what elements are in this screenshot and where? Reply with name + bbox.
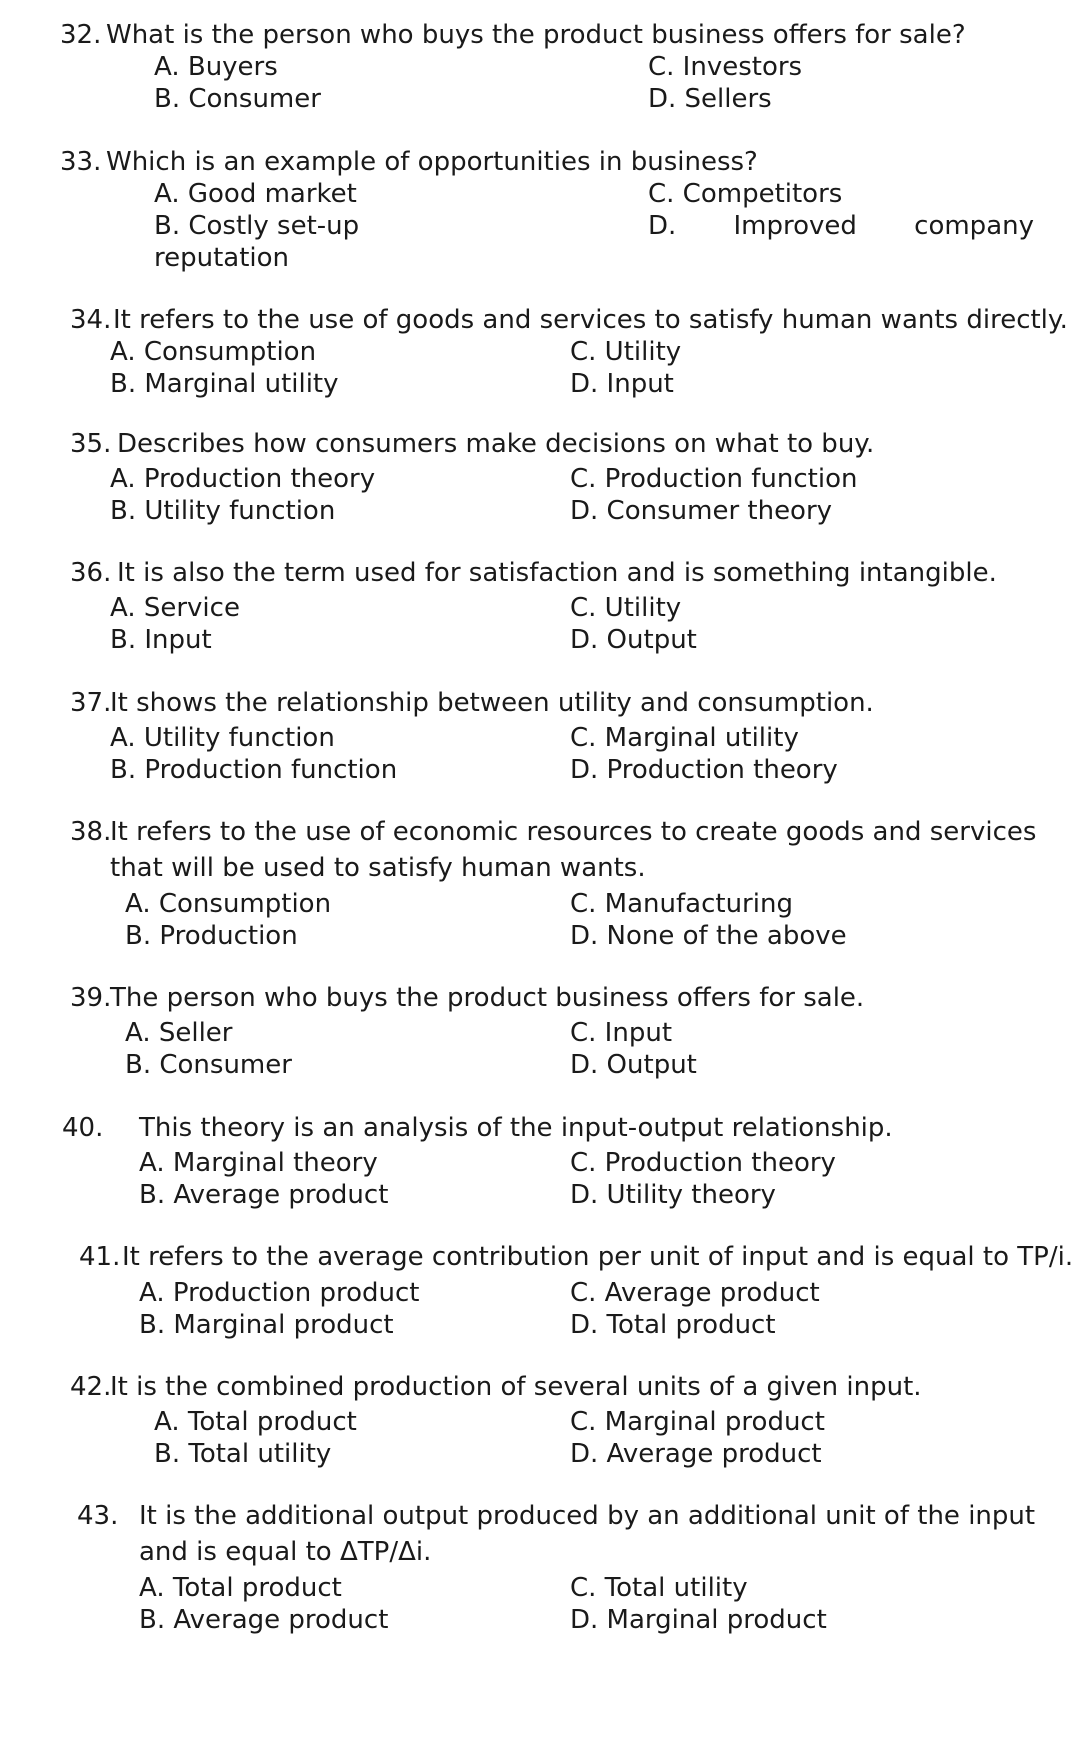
question-number: 36. — [70, 558, 112, 588]
question-stem: The person who buys the product business offers for sale. — [110, 983, 865, 1013]
option-d-continuation: reputation — [154, 243, 290, 273]
option-a: A. Marginal theory — [139, 1148, 378, 1178]
option-d: D. Total product — [570, 1310, 776, 1340]
option-c: C. Marginal utility — [570, 723, 799, 753]
question-stem: It refers to the average contribution per unit of input and is equal to TP/i. — [122, 1242, 1074, 1272]
option-b: B. Marginal utility — [110, 369, 339, 399]
question-stem: Describes how consumers make decisions on what to buy. — [117, 429, 875, 459]
option-b: B. Input — [110, 625, 212, 655]
question-stem: This theory is an analysis of the input-output relationship. — [139, 1113, 893, 1143]
option-a: A. Total product — [154, 1407, 357, 1437]
question-stem-line-2: that will be used to satisfy human wants. — [110, 853, 646, 883]
option-a: A. Buyers — [154, 52, 278, 82]
option-c: C. Marginal product — [570, 1407, 825, 1437]
option-b: B. Production — [125, 921, 298, 951]
option-c: C. Manufacturing — [570, 889, 793, 919]
question-stem: It shows the relationship between utility and consumption. — [110, 688, 874, 718]
option-a: A. Good market — [154, 179, 357, 209]
option-d-letter: D. — [648, 211, 677, 241]
option-a: A. Seller — [125, 1018, 233, 1048]
question-number: 41. — [79, 1242, 121, 1272]
option-d: D. Input — [570, 369, 674, 399]
option-a: A. Consumption — [110, 337, 317, 367]
option-d: D. Utility theory — [570, 1180, 776, 1210]
option-b: B. Utility function — [110, 496, 336, 526]
option-c: C. Utility — [570, 593, 682, 623]
question-number: 43. — [77, 1501, 119, 1531]
question-stem: It is also the term used for satisfaction and is something intangible. — [117, 558, 997, 588]
option-c: C. Production theory — [570, 1148, 836, 1178]
option-d: D. Average product — [570, 1439, 822, 1469]
question-stem: It is the combined production of several units of a given input. — [110, 1372, 922, 1402]
option-a: A. Total product — [139, 1573, 342, 1603]
question-stem-line-2: and is equal to ΔTP/Δi. — [139, 1537, 432, 1567]
question-stem: Which is an example of opportunities in business? — [106, 147, 758, 177]
option-c: C. Competitors — [648, 179, 843, 209]
option-d — [648, 210, 1034, 242]
option-d: D. Marginal product — [570, 1605, 827, 1635]
option-d-word-1: Improved — [733, 211, 857, 241]
option-c: C. Production function — [570, 464, 858, 494]
question-number: 40. — [62, 1113, 104, 1143]
option-d: D. Output — [570, 1050, 697, 1080]
option-d: D. None of the above — [570, 921, 847, 951]
option-b: B. Production function — [110, 755, 398, 785]
option-b: B. Costly set-up — [154, 211, 360, 241]
question-number: 42. — [70, 1372, 112, 1402]
question-stem: It refers to the use of economic resources to create goods and services — [110, 817, 1037, 847]
option-b: B. Consumer — [125, 1050, 292, 1080]
option-c: C. Investors — [648, 52, 803, 82]
option-d: D. Sellers — [648, 84, 772, 114]
question-number: 35. — [70, 429, 112, 459]
option-a: A. Production theory — [110, 464, 376, 494]
option-a: A. Service — [110, 593, 240, 623]
option-a: A. Utility function — [110, 723, 335, 753]
option-b: B. Marginal product — [139, 1310, 394, 1340]
question-number: 38. — [70, 817, 112, 847]
option-d-word-2: company — [914, 211, 1034, 241]
question-stem: It is the additional output produced by an additional unit of the input — [139, 1501, 1036, 1531]
option-d: D. Consumer theory — [570, 496, 833, 526]
option-a: A. Consumption — [125, 889, 332, 919]
option-c: C. Input — [570, 1018, 673, 1048]
question-number: 37. — [70, 688, 112, 718]
question-number: 39. — [70, 983, 112, 1013]
option-b: B. Consumer — [154, 84, 321, 114]
question-number: 34. — [70, 305, 112, 335]
question-stem: It refers to the use of goods and services to satisfy human wants directly. — [113, 305, 1068, 335]
question-number: 32. — [60, 20, 102, 50]
option-c: C. Total utility — [570, 1573, 748, 1603]
option-c: C. Utility — [570, 337, 682, 367]
option-d: D. Production theory — [570, 755, 838, 785]
option-b: B. Total utility — [154, 1439, 332, 1469]
option-b: B. Average product — [139, 1180, 389, 1210]
option-c: C. Average product — [570, 1278, 820, 1308]
option-a: A. Production product — [139, 1278, 420, 1308]
option-b: B. Average product — [139, 1605, 389, 1635]
option-d: D. Output — [570, 625, 697, 655]
question-stem: What is the person who buys the product business offers for sale? — [106, 20, 966, 50]
question-number: 33. — [60, 147, 102, 177]
